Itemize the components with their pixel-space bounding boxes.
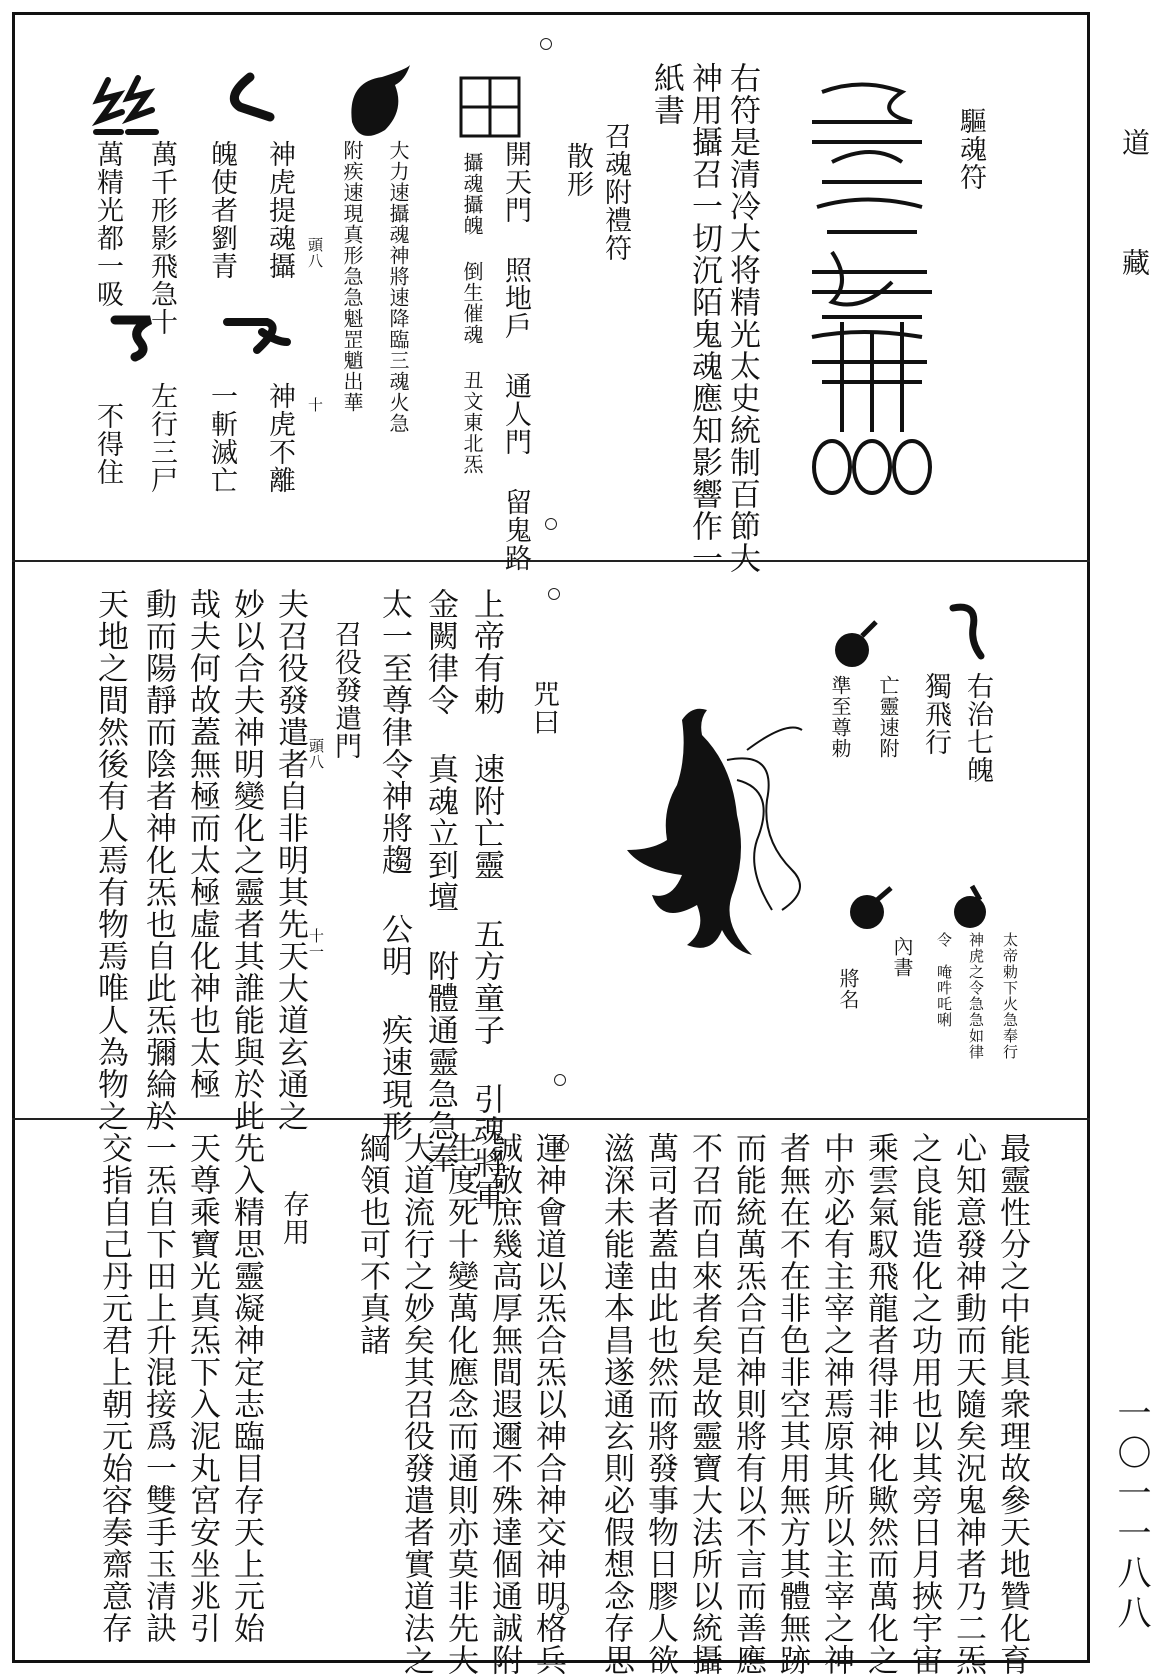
text-col: 萬司者蓋由此也然而將發事物日膠人欲 (642, 1132, 678, 1676)
note-col-1: 太帝勅下火急奉行 (1001, 932, 1019, 1060)
text-col: 先入精思靈凝神定志臨目存天上元始 (228, 1132, 264, 1644)
zhao-title: 召魂附禮符 (600, 122, 631, 262)
spell-col-2: 金闕律令 真魂立到壇 附體通靈急急奉 (422, 588, 458, 1174)
page-number: 一〇一一八八 (1111, 1395, 1151, 1635)
circle-mark (545, 518, 557, 530)
circle-mark (540, 38, 552, 50)
si-character-figure (88, 70, 163, 140)
hook-stroke-figure (222, 312, 292, 362)
spell-col-a: 開天門 照地戶 通人門 留鬼路 (500, 140, 531, 572)
spell-col-g1: 萬千形影飛急十 (146, 140, 177, 336)
section-heading: 存用 (278, 1190, 309, 1246)
section-heading: 召役發遣門 (330, 620, 361, 760)
text-col: 不召而自來者矣是故靈寶大法所以統攝 (686, 1132, 722, 1676)
small-note: 十 (306, 397, 324, 413)
inner-col-1: 內書 (890, 936, 914, 978)
grid-figure (458, 75, 522, 139)
text-col: 動而陽靜而陰者神化炁也自此炁彌綸於 (140, 588, 176, 1132)
ink-drop-figure (847, 882, 895, 932)
zhouyue-label: 咒曰 (528, 680, 559, 736)
note-col-2: 神虎之令急急如律 (967, 932, 985, 1060)
text-col: 一炁自下田上升混接爲一雙手玉清訣 (140, 1132, 176, 1644)
ink-blot-figure (342, 62, 412, 142)
band-top (12, 12, 1090, 574)
spell-col-e1: 神虎提魂攝 (264, 140, 295, 280)
volume-title-bottom: 藏 (1118, 248, 1151, 277)
ink-drop-figure (832, 618, 880, 670)
text-col: 而能統萬炁合百神則將有以不言而善應 (730, 1132, 766, 1676)
small-note: 頭八 (306, 237, 324, 269)
spell-col-h1: 萬精光都一吸 (92, 140, 123, 308)
main-line-3: 紙書 (648, 62, 684, 126)
text-col: 天地之間然後有人焉有物焉唯人為物之 (92, 588, 128, 1132)
spell-col-h2: 不得住 (92, 402, 123, 486)
spell-col-c: 大力速攝魂神將速降臨三魂火急 (386, 140, 410, 434)
inner-col-2: 將名 (836, 968, 860, 1010)
text-col: 之良能造化之功用也以其旁日月挾宇宙 (906, 1132, 942, 1676)
hook-stroke-figure (220, 72, 280, 122)
text-col: 滋深未能達本昌遂通玄則必假想念存思 (598, 1132, 634, 1676)
text-col: 最靈性分之中能具衆理故參天地贊化育 (994, 1132, 1030, 1676)
text-col: 天尊乘寶光真炁下入泥丸宮安坐兆引 (184, 1132, 220, 1644)
spell-col-e2: 神虎不離 (264, 382, 295, 494)
text-col: 運神會道以炁合炁以神合神交神明格兵 (530, 1132, 566, 1676)
text-col: 夫召役發遣者自非明其先天大道玄通之 (272, 588, 308, 1132)
band-bottom (12, 1118, 1090, 1676)
text-col: 交指自己丹元君上朝元始容奏齋意存 (96, 1132, 132, 1644)
right-col-4: 準至尊勅 (828, 675, 852, 759)
spell-col-f2: 一斬滅亡 (206, 382, 237, 494)
text-col: 大道流行之妙矣其召役發遣者實道法之 (398, 1132, 434, 1676)
note-col-3: 令 唵吽吒唎 (935, 932, 953, 1028)
sanxing-label: 散形 (562, 142, 593, 198)
right-col-2: 獨飛行 (920, 672, 951, 756)
small-note: 十一 (307, 928, 325, 960)
circle-mark (557, 1603, 569, 1615)
ink-stroke-figure (948, 600, 988, 660)
talisman-figure-1 (792, 62, 952, 502)
text-col: 生度死十變萬化應念而通則亦莫非先大 (442, 1132, 478, 1676)
text-col: 誠敬庶幾高厚無間遐邇不殊達個通誠附 (486, 1132, 522, 1676)
text-col: 哉夫何故蓋無極而太極虛化神也太極 (184, 588, 220, 1100)
circle-mark (554, 1074, 566, 1086)
text-col: 中亦必有主宰之神焉原其所以主宰之神 (818, 1132, 854, 1676)
text-col: 妙以合夫神明變化之靈者其誰能與於此 (228, 588, 264, 1132)
spell-col-1: 上帝有勅 速附亡靈 五方童子 引魂將軍 (468, 588, 504, 1211)
main-line-2: 神用攝召一切沉陌鬼魂應知影響作一 (686, 62, 722, 574)
text-col: 綱領也可不真諸 (354, 1132, 390, 1356)
ink-drop-figure (952, 882, 1000, 932)
volume-title-top: 道 (1118, 128, 1151, 157)
spell-col-g2: 左行三尸 (146, 382, 177, 494)
spell-col-b: 攝魂攝魄 倒生催魂 丑文東北炁 (460, 152, 484, 475)
spirit-deity-figure (587, 690, 817, 990)
text-col: 者無在不在非色非空其用無方其體無跡 (774, 1132, 810, 1676)
spell-col-f1: 魄使者劉青 (206, 140, 237, 280)
text-col: 乘雲氣馭飛龍者得非神化歟然而萬化之 (862, 1132, 898, 1676)
spell-col-d: 附疾速現真形急急魁罡魈出華 (340, 140, 364, 413)
circle-mark (548, 588, 560, 600)
right-col-1: 右治七魄 (962, 672, 993, 784)
right-col-3: 亡靈速附 (876, 675, 900, 759)
main-line-1: 右符是清冷大将精光太史統制百節大 (724, 62, 760, 574)
small-note: 頭八 (307, 738, 325, 770)
band-middle (12, 560, 1090, 1211)
text-col: 心知意發神動而天隨矣況鬼神者乃二炁 (950, 1132, 986, 1676)
fu-title: 驅魂符 (955, 107, 986, 191)
spell-col-3: 太一至尊律令神將趨 公明 疾速現形 (376, 588, 412, 1142)
